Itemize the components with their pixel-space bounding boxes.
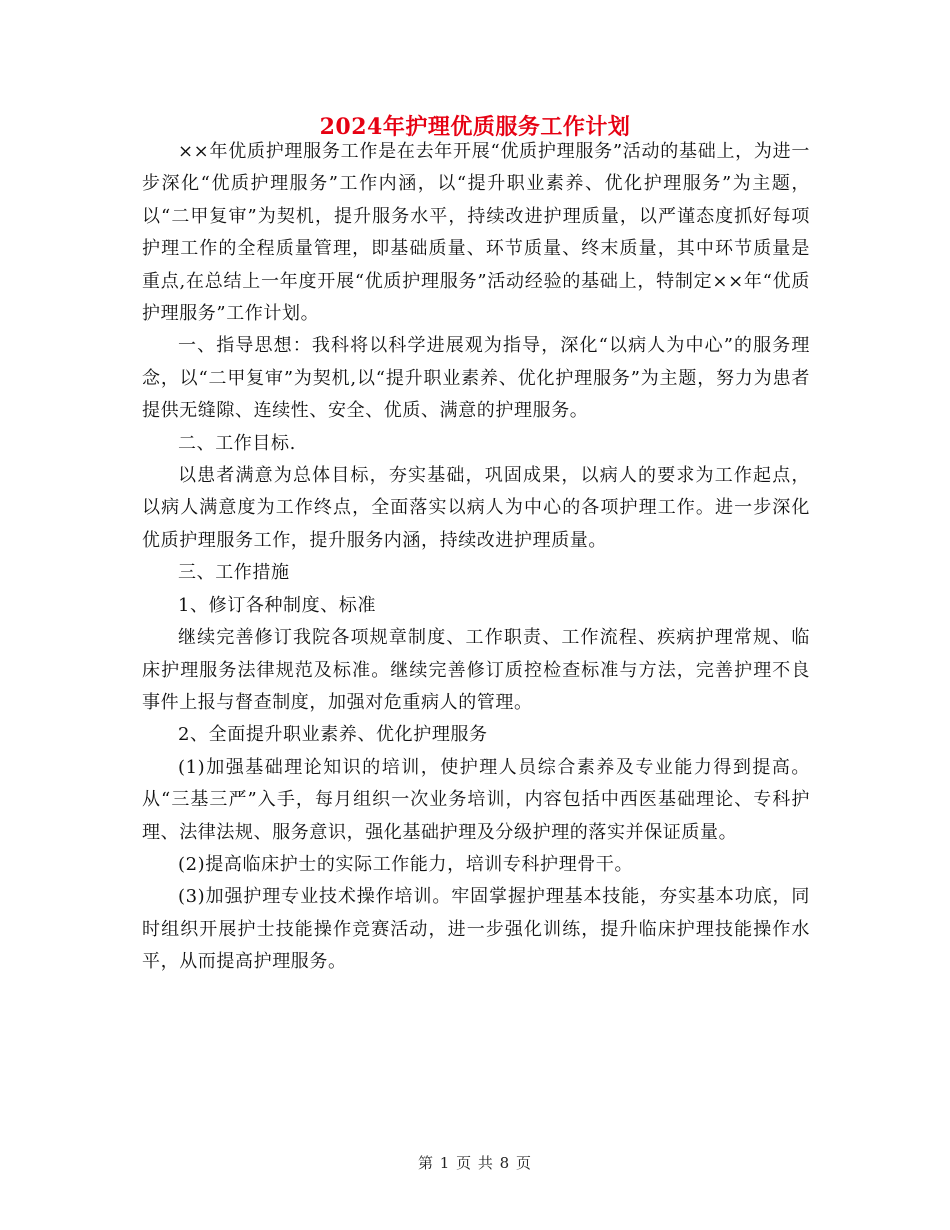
paragraph-measure-1: 继续完善修订我院各项规章制度、工作职责、工作流程、疾病护理常规、临床护理服务法律规范及标准。继续完善修订质控检查标准与方法，完善护理不良事件上报与督查制度，加强对危重病人的管理。 (142, 627, 810, 713)
paragraph-guiding-ideology: 一、指导思想：我科将以科学进展观为指导，深化“以病人为中心”的服务理念，以“二甲复审”为契机,以“提升职业素养、优化护理服务”为主题，努力为患者提供无缝隙、连续性、安全、优质、满意的护理服务。 (142, 335, 810, 422)
paragraph-measure-2-item-1: (1)加强基础理论知识的培训，使护理人员综合素养及专业能力得到提高。从“三基三严”入手，每月组织一次业务培训，内容包括中西医基础理论、专科护理、法律法规、服务意识，强化基础护理及分级护理的落实并保证质量。 (142, 756, 810, 843)
heading-measure-1: 1、修订各种制度、标准 (178, 594, 377, 616)
paragraph-measure-2-item-2: (2)提高临床护士的实际工作能力，培训专科护理骨干。 (178, 853, 634, 875)
page-number-footer: 第 1 页 共 8 页 (418, 1154, 532, 1172)
paragraph-measure-2-item-3: (3)加强护理专业技术操作培训。牢固掌握护理基本技能，夯实基本功底，同时组织开展护士技能操作竞赛活动，进一步强化训练，提升临床护理技能操作水平，从而提高护理服务。 (142, 886, 810, 973)
paragraph-intro: ××年优质护理服务工作是在去年开展“优质护理服务”活动的基础上，为进一步深化“优质护理服务”工作内涵，以“提升职业素养、优化护理服务”为主题，以“二甲复审”为契机，提升服务水平，持续改进护理质量，以严谨态度抓好每项护理工作的全程质量管理，即基础质量、环节质量、终末质量，其中环节质量是重点,在总结上一年度开展“优质护理服务”活动经验的基础上，特制定××年“优质护理服务”工作计划。 (142, 141, 810, 325)
document-title: 2024年护理优质服务工作计划 (319, 114, 631, 140)
heading-work-measures: 三、工作措施 (178, 562, 290, 584)
heading-work-goals: 二、工作目标. (178, 432, 296, 454)
paragraph-work-goals: 以患者满意为总体目标，夯实基础，巩固成果，以病人的要求为工作起点，以病人满意度为工作终点，全面落实以病人为中心的各项护理工作。进一步深化优质护理服务工作，提升服务内涵，持续改进护理质量。 (142, 465, 810, 551)
document-body (142, 136, 810, 979)
heading-measure-2: 2、全面提升职业素养、优化护理服务 (178, 724, 488, 746)
